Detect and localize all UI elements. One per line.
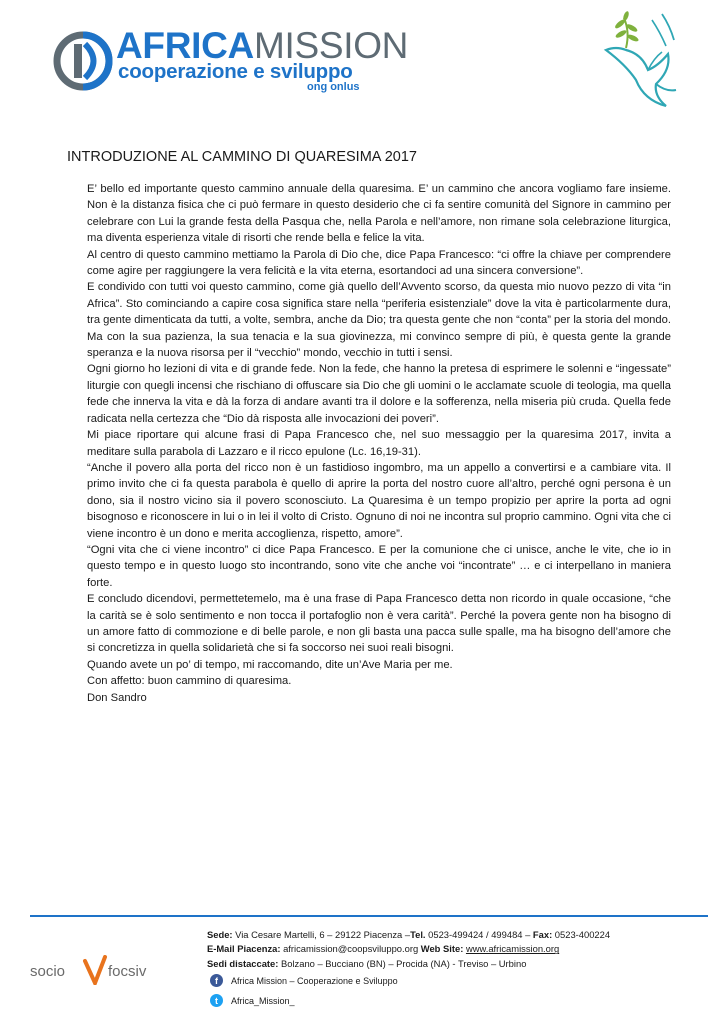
dove-with-olive-branch-icon bbox=[596, 10, 680, 116]
sede-label: Sede: bbox=[207, 929, 233, 940]
brand-tagline: cooperazione e sviluppo bbox=[118, 60, 353, 83]
brand-sub: ong onlus bbox=[307, 81, 360, 93]
focsiv-word: focsiv bbox=[108, 963, 147, 980]
letter-paragraph: E condivido con tutti voi questo cammino, come già quello dell’Avvento scorso, da questa mio nuovo pezzo di vita “in Africa”. Sto cominciando a capire cosa significa stare nella “periferia esistenziale” dove la vita è particolarmente dura, tra gente dimenticata da tutti, a volte, sembra, anche da Dio; tra questa gente che non “conta” per la storia del mondo. bbox=[87, 281, 671, 327]
website-label: Web Site: bbox=[420, 943, 464, 955]
sedi-value: Bolzano – Bucciano (BN) – Procida (NA) - Treviso – Urbino bbox=[278, 957, 527, 969]
facebook-text: Africa Mission – Cooperazione e Sviluppo bbox=[231, 975, 398, 986]
africa-mission-logo-icon bbox=[52, 30, 114, 92]
socio-focsiv-logo bbox=[30, 955, 180, 995]
brand-name-part2: MISSION bbox=[253, 25, 409, 66]
tel-value: 0523-499424 / 499484 – bbox=[425, 929, 533, 940]
twitter-link[interactable] bbox=[210, 994, 295, 1007]
sedi-label: Sedi distaccate: bbox=[207, 957, 279, 969]
focsiv-v-icon bbox=[82, 955, 108, 985]
letter-paragraph: “Ogni vita che ci viene incontro” ci dice Papa Francesco. E per la comunione che ci unisce, anche le vite, che io in questo tempo e in questo luogo sto incontrando, sono vite che anche voi “incontrate” … e ci interpellano in maniera forte. bbox=[87, 543, 671, 589]
email-line bbox=[207, 942, 610, 956]
twitter-text: Africa_Mission_ bbox=[231, 995, 295, 1006]
website-link[interactable]: www.africamission.org bbox=[465, 943, 560, 955]
sede-address: Via Cesare Martelli, 6 – 29122 Piacenza – bbox=[232, 929, 411, 940]
signature: Don Sandro bbox=[87, 691, 147, 704]
letterhead bbox=[0, 0, 724, 120]
letter-paragraph: Al centro di questo cammino mettiamo la Parola di Dio che, dice Papa Francesco: “ci offre la chiave per comprendere come agire per raggiungere la vera felicità e la vita eterna, esortandoci ad una sincera conversione”. bbox=[87, 248, 671, 278]
closing-line: Con affetto: buon cammino di quaresima. bbox=[87, 675, 292, 688]
letter-paragraph: E’ bello ed importante questo cammino annuale della quaresima. E’ un cammino che ancora vogliamo fare insieme. Non è la distanza fisica che ci può fermare in questo desiderio che ci fa sentire comunità del Signore in cammino per celebrare con Lui la grande festa della Pasqua che, nella Parola e nell’amore, non rimane sola celebrazione liturgica, ma diventa esperienza vitale di risorti che rende bella e felice la vita. bbox=[87, 183, 671, 245]
letter-paragraph: Ma con la sua pazienza, la sua tenacia e la sua giovinezza, mi convinco sempre di più, è questa gente la grande speranza e la nuova risorsa per il “vecchio” mondo, vecchio in tutti i sensi. bbox=[87, 330, 671, 360]
facebook-icon: f bbox=[210, 974, 223, 987]
address-line bbox=[207, 928, 610, 942]
contact-info bbox=[207, 928, 610, 971]
branches-line bbox=[207, 957, 610, 971]
letter-body bbox=[87, 181, 671, 706]
letter-paragraph: E concludo dicendovi, permettetemelo, ma è una frase di Papa Francesco detta non ricordo in quale occasione, “che la carità se è solo sentimento e non tocca il portafoglio non è vera carità”. Perché la povera gente non ha bisogno di un amore fatto di commozione e di belle parole, e non gli basta una pacca sulle spalle, ma ha bisogno dell’amore che si concretizza in quella solidarietà che si fa soccorso nei suoi reali bisogni. bbox=[87, 593, 671, 655]
letter-paragraph: Mi piace riportare qui alcune frasi di Papa Francesco che, nel suo messaggio per la quaresima 2017, invita a meditare sulla parabola di Lazzaro e il ricco epulone (Lc. 16,19-31). bbox=[87, 429, 671, 458]
letter-paragraph: Ogni giorno ho lezioni di vita e di grande fede. Non la fede, che hanno la pretesa di esprimere le solenni e “ingessate” liturgie con quegli incensi che rischiano di offuscare sia Dio che gli uomini o le acclamate scuole di teologia, ma quella fede che innerva la vita e dà la forza di andare avanti tra il dolore e la sofferenza, nella miseria più cruda. Quella fede radicata nella certezza che “Dio dà risposta alle invocazioni dei poveri”. bbox=[87, 363, 671, 425]
fax-label: Fax: bbox=[532, 929, 553, 940]
socio-word: socio bbox=[30, 963, 66, 980]
closing-line: Quando avete un po’ di tempo, mi raccomando, dite un’Ave Maria per me. bbox=[87, 658, 453, 671]
facebook-link[interactable] bbox=[210, 974, 398, 987]
letter-paragraph: “Anche il povero alla porta del ricco non è un fastidioso ingombro, ma un appello a convertirsi e a cambiare vita. Il primo invito che ci fa questa parabola è quello di aprire la porta del nostro cuore all’altro, perché ogni persona è un dono, sia il nostro vicino sia il povero sconosciuto. La Quaresima è un tempo propizio per aprire la porta ad ogni bisognoso e riconoscere in lui o in lei il volto di Cristo. Ognuno di noi ne incontra sul proprio cammino. Ogni vita che ci viene incontro è un dono e merita accoglienza, rispetto, amore”. bbox=[87, 461, 671, 540]
document-title: INTRODUZIONE AL CAMMINO DI QUARESIMA 2017 bbox=[67, 149, 417, 165]
footer-divider bbox=[30, 915, 708, 917]
email-value: africamission@coopsviluppo.org bbox=[280, 943, 421, 955]
twitter-icon: t bbox=[210, 994, 223, 1007]
email-label: E-Mail Piacenza: bbox=[207, 943, 281, 955]
fax-value: 0523-400224 bbox=[552, 929, 611, 940]
tel-label: Tel. bbox=[410, 929, 426, 940]
brand-name-part1: AFRICA bbox=[116, 25, 254, 66]
